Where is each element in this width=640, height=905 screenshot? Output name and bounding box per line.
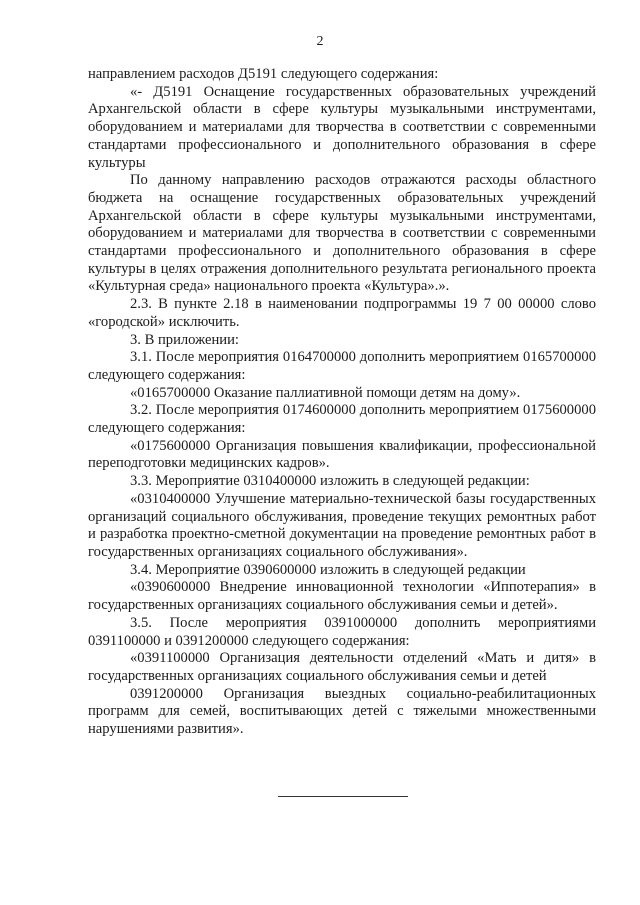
paragraph: 3.1. После мероприятия 0164700000 дополнить мероприятием 0165700000 следующего содержания: (88, 349, 596, 383)
paragraph: По данному направлению расходов отражаются расходы областного бюджета на оснащение государственных образовательных учреждений Архангельской области в сфере культуры музыкальными инструментами, оборудованием и материалами для творчества в соответствии с современными стандартами профессионального и дополнительного образования в сфере культуры в целях отражения дополнительного результата регионального проекта «Культурная среда» национального проекта «Культура».». (88, 172, 596, 295)
paragraph: «0310400000 Улучшение материально-технической базы государственных организаций социального обслуживания, проведение текущих ремонтных работ и разработка проектно-сметной документации на проведение ремонтных работ в государственных организациях социального обслуживания». (88, 490, 596, 560)
paragraph: «- Д5191 Оснащение государственных образовательных учреждений Архангельской области в сфере культуры музыкальными инструментами, оборудованием и материалами для творчества в соответствии с современными стандартами профессионального и дополнительного образования в сфере культуры (88, 83, 596, 171)
paragraph: направлением расходов Д5191 следующего содержания: (88, 66, 439, 82)
end-divider-line (278, 796, 408, 797)
paragraph: 3.3. Мероприятие 0310400000 изложить в следующей редакции: (130, 473, 530, 490)
document-body (88, 66, 596, 739)
paragraph: 3. В приложении: (130, 331, 239, 348)
paragraph: 2.3. В пункте 2.18 в наименовании подпрограммы 19 7 00 00000 слово «городской» исключить. (88, 296, 596, 330)
paragraph: 3.4. Мероприятие 0390600000 изложить в следующей редакции (130, 561, 526, 578)
paragraph: «0175600000 Организация повышения квалификации, профессиональной переподготовки медицинских кадров». (88, 437, 596, 472)
paragraph: «0390600000 Внедрение инновационной технологии «Иппотерапия» в государственных организациях социального обслуживания семьи и детей». (88, 579, 596, 614)
paragraph: «0165700000 Оказание паллиативной помощи детям на дому». (130, 384, 521, 401)
page-number: 2 (316, 34, 324, 49)
paragraph: 3.2. После мероприятия 0174600000 дополнить мероприятием 0175600000 следующего содержания: (88, 402, 596, 437)
paragraph: «0391100000 Организация деятельности отделений «Мать и дитя» в государственных организациях социального обслуживания семьи и детей (88, 650, 596, 684)
paragraph: 0391200000 Организация выездных социально-реабилитационных программ для семей, воспитывающих детей с тяжелыми множественными нарушениями развития». (88, 685, 596, 738)
paragraph: 3.5. После мероприятия 0391000000 дополнить мероприятиями 0391100000 и 0391200000 следующего содержания: (88, 614, 596, 649)
